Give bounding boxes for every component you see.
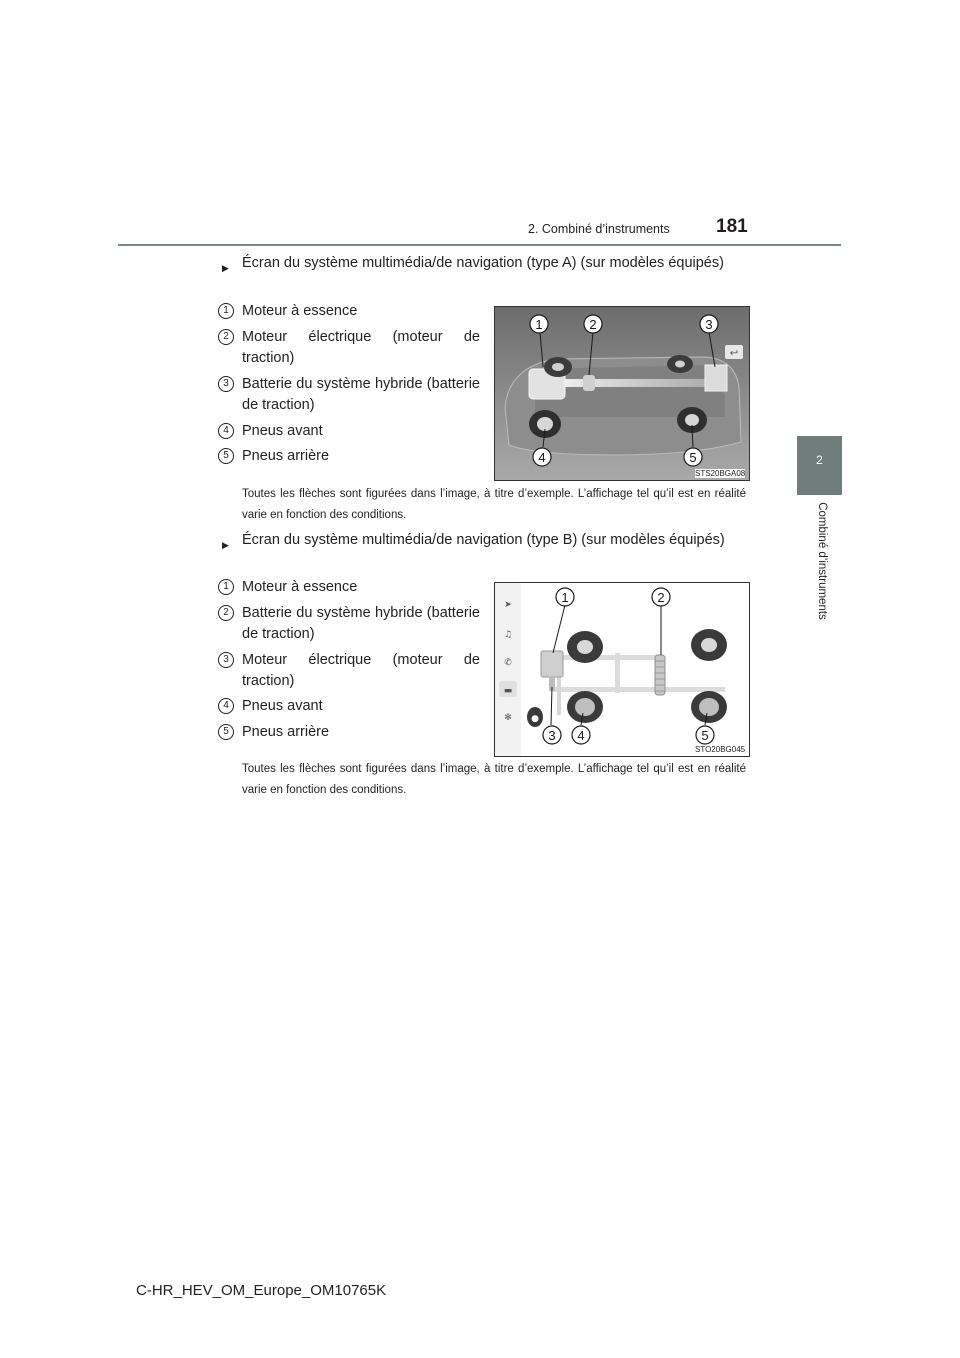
callout-label-4: 4 [577, 728, 585, 743]
callout-number-icon: 1 [218, 303, 234, 319]
callout-number-icon: 3 [218, 652, 234, 668]
car-icon: ▬ [503, 686, 513, 696]
callout-number-icon: 5 [218, 448, 234, 464]
svg-text:↩: ↩ [729, 348, 739, 359]
list-item-text: Pneus avant [242, 423, 323, 439]
callout-number-icon: 2 [218, 605, 234, 621]
triangle-bullet-icon: ▶ [222, 263, 229, 273]
header-rule [118, 244, 841, 246]
callout-number-icon: 5 [218, 724, 234, 740]
list-item-text: Pneus arrière [242, 448, 330, 464]
list-item [218, 577, 480, 598]
list-item [218, 722, 480, 743]
hybrid-system-figure-type-a [494, 306, 750, 481]
chapter-tab-number: 2 [816, 453, 823, 467]
list-item-text: Moteur électrique (moteur de traction) [242, 652, 480, 689]
section-b-title [222, 530, 746, 551]
section-a-title-text: Écran du système multimédia/de navigation (type A) (sur modèles équipés) [242, 255, 724, 271]
hybrid-system-diagram [495, 307, 749, 480]
phone-icon: ✆ [504, 658, 512, 668]
figure-code: STS20BGA08 [695, 469, 746, 478]
callout-number-icon: 4 [218, 698, 234, 714]
list-item [218, 421, 480, 442]
callout-number-icon: 3 [218, 376, 234, 392]
list-item-text: Pneus avant [242, 698, 323, 714]
callout-label-2: 2 [657, 590, 665, 605]
list-item [218, 650, 480, 692]
triangle-bullet-icon: ▶ [222, 540, 229, 550]
list-item-text: Batterie du système hybride (batterie de traction) [242, 376, 480, 413]
hybrid-system-diagram [495, 583, 749, 756]
list-item-text: Batterie du système hybride (batterie de traction) [242, 605, 480, 642]
section-b-note: Toutes les flèches sont figurées dans l’image, à titre d’exemple. L’affichage tel qu’il est en réalité varie en fonction des conditions. [242, 763, 746, 796]
callout-label-3: 3 [548, 728, 556, 743]
gear-icon: ✻ [504, 713, 512, 723]
chapter-heading: 2. Combiné d’instruments [528, 222, 670, 236]
document-id: C-HR_HEV_OM_Europe_OM10765K [136, 1282, 387, 1299]
list-item-text: Moteur à essence [242, 579, 358, 595]
callout-number-icon: 1 [218, 579, 234, 595]
section-a-note: Toutes les flèches sont figurées dans l’image, à titre d’exemple. L’affichage tel qu’il est en réalité varie en fonction des conditions. [242, 488, 746, 521]
list-item [218, 446, 480, 467]
list-item [218, 301, 480, 322]
list-item [218, 603, 480, 645]
microphone-icon: ● [531, 714, 539, 724]
list-item-text: Moteur électrique (moteur de traction) [242, 329, 480, 366]
callout-number-icon: 4 [218, 423, 234, 439]
chapter-side-label: Combiné d’instruments [816, 502, 828, 620]
callout-label-1: 1 [561, 590, 569, 605]
callout-label-3: 3 [705, 317, 713, 332]
section-a-title [222, 253, 746, 274]
section-b-title-text: Écran du système multimédia/de navigation (type B) (sur modèles équipés) [242, 532, 725, 548]
list-item-text: Moteur à essence [242, 303, 358, 319]
page-number: 181 [716, 216, 748, 237]
music-note-icon: ♫ [503, 630, 513, 640]
callout-label-5: 5 [689, 450, 697, 465]
figure-code: STO20BG045 [695, 745, 746, 754]
callout-label-1: 1 [535, 317, 543, 332]
callout-number-icon: 2 [218, 329, 234, 345]
list-item [218, 327, 480, 369]
callout-label-5: 5 [701, 728, 709, 743]
list-item-text: Pneus arrière [242, 724, 330, 740]
callout-label-4: 4 [538, 450, 546, 465]
navigation-arrow-icon: ➤ [504, 600, 512, 610]
list-item [218, 374, 480, 416]
hybrid-system-figure-type-b [494, 582, 750, 757]
callout-label-2: 2 [589, 317, 597, 332]
list-item [218, 696, 480, 717]
